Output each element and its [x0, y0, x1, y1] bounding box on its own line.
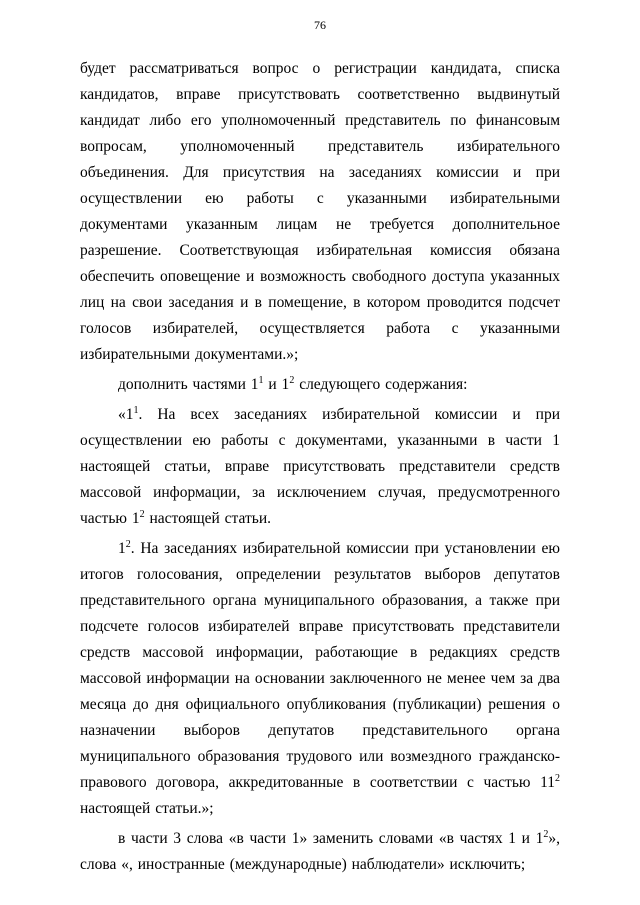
paragraph-part-1-2 [80, 536, 560, 822]
text-run: 1 [118, 540, 126, 557]
text-run: », слова «, иностранные (международные) наблюдатели» исключить; [80, 830, 560, 873]
superscript: 2 [125, 539, 131, 550]
text-run: в части 3 слова «в части 1» заменить словами «в частях 1 и 1 [118, 830, 544, 847]
document-body [80, 56, 560, 878]
text-run: настоящей статьи. [144, 510, 272, 527]
paragraph-continuation: будет рассматриваться вопрос о регистрации кандидата, списка кандидатов, вправе присутствовать соответственно выдвинутый кандидат либо его уполномоченный представитель по финансовым вопросам, уполномоченный представитель избирательного объединения. Для присутствия на заседаниях комиссии и при осуществлении ею работы с указанными избирательными документами указанным лицам не требуется дополнительное разрешение. Соответствующая избирательная комиссия обязана обеспечить оповещение и возможность свободного доступа указанных лиц на свои заседания и в помещение, в котором проводится подсчет голосов избирателей, осуществляется работа с указанными избирательными документами.»; [80, 60, 560, 363]
superscript: 2 [139, 509, 145, 520]
paragraph-part-1-1 [80, 402, 560, 532]
paragraph-part-3-amendment [80, 826, 560, 878]
superscript: 1 [133, 405, 139, 416]
paragraph-amendment-intro [80, 372, 560, 398]
superscript: 2 [289, 375, 295, 386]
text-run: настоящей статьи.»; [80, 800, 214, 817]
text-run: дополнить частями 1 [118, 376, 259, 393]
text-run: . На заседаниях избирательной комиссии при установлении ею итогов голосования, определении результатов выборов депутатов представительного органа муниципального образования, а также при подсчете голосов избирателей вправе присутствовать представители средств массовой информации, работающие в редакциях средств массовой информации на основании заключенного не менее чем за два месяца до дня официального опубликования (публикации) решения о назначении выборов депутатов представительного органа муниципального образования трудового или возмездного гражданско-правового договора, аккредитованные в соответствии с частью 11 [80, 540, 560, 791]
text-run: «1 [118, 406, 134, 423]
text-run: следующего содержания: [294, 376, 468, 393]
superscript: 2 [555, 773, 560, 784]
superscript: 1 [258, 375, 264, 386]
page-number: 76 [314, 18, 326, 32]
text-run: и 1 [263, 376, 290, 393]
text-run: . На всех заседаниях избирательной комиссии и при осуществлении ею работы с документами, указанными в части 1 настоящей статьи, вправе присутствовать представители средств массовой информации, за исключением случая, предусмотренного частью 1 [80, 406, 560, 527]
superscript: 2 [543, 829, 549, 840]
